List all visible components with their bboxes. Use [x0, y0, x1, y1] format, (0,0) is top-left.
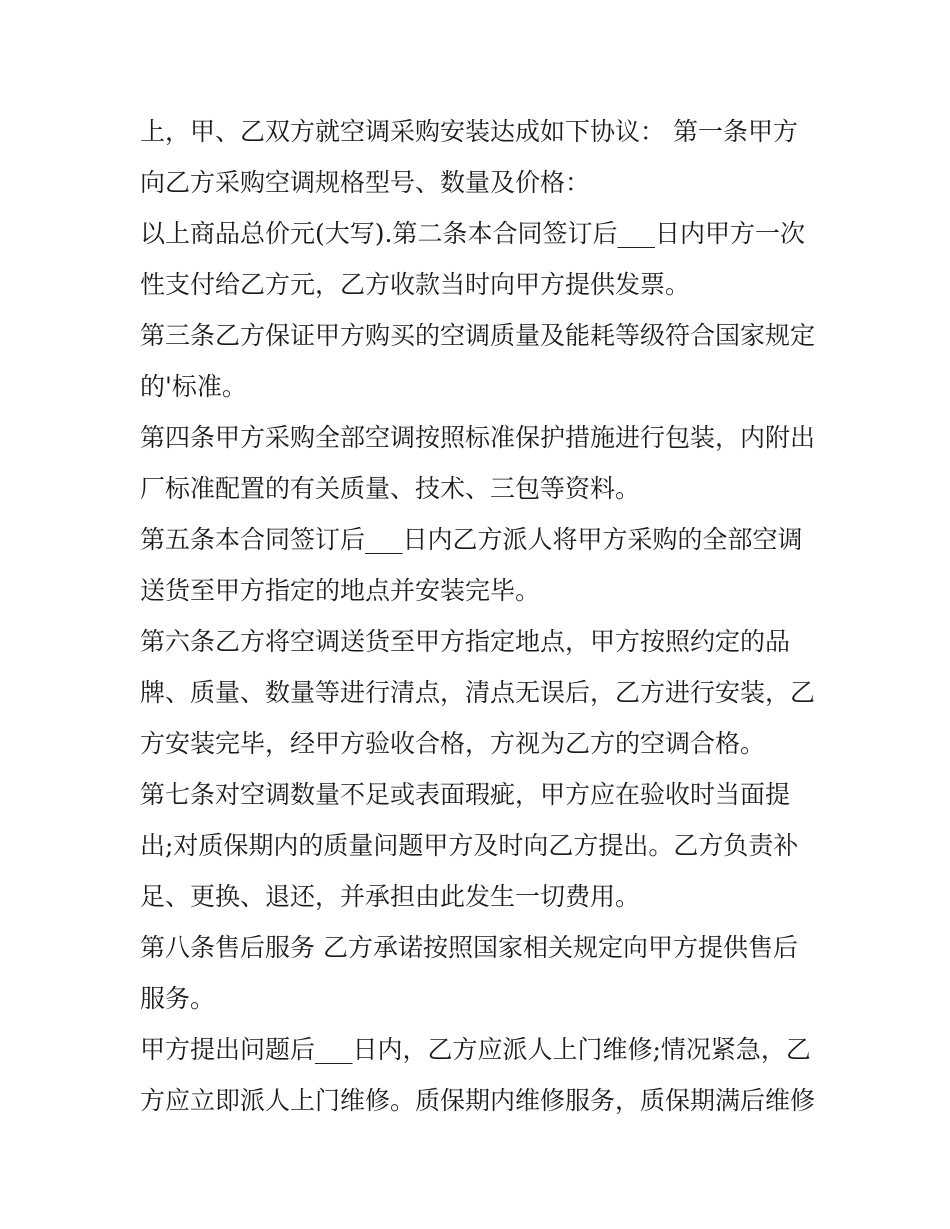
text-line: 第五条本合同签订后___日内乙方派人将甲方采购的全部空调 [140, 525, 803, 554]
text-line: 性支付给乙方元，乙方收款当时向甲方提供发票。 [140, 270, 691, 299]
text-line: 第七条对空调数量不足或表面瑕疵，甲方应在验收时当面提 [140, 780, 791, 809]
text-line: 方应立即派人上门维修。质保期内维修服务，质保期满后维修 [140, 1086, 816, 1115]
text-line: 足、更换、退还，并承担由此发生一切费用。 [140, 882, 641, 911]
text-line: 以上商品总价元(大写).第二条本合同签订后___日内甲方一次 [140, 219, 805, 248]
text-line: 的'标准。 [140, 372, 247, 401]
text-line: 甲方提出问题后___日内，乙方应派人上门维修;情况紧急，乙 [140, 1035, 811, 1064]
text-line: 向乙方采购空调规格型号、数量及价格： [140, 168, 591, 197]
text-line: 方安装完毕，经甲方验收合格，方视为乙方的空调合格。 [140, 729, 766, 758]
text-line: 服务。 [140, 984, 216, 1013]
text-line: 第四条甲方采购全部空调按照标准保护措施进行包装，内附出 [140, 423, 816, 452]
text-line: 出;对质保期内的质量问题甲方及时向乙方提出。乙方负责补 [140, 831, 799, 860]
contract-body-text [140, 106, 820, 1126]
text-line: 第六条乙方将空调送货至甲方指定地点，甲方按照约定的品 [140, 627, 791, 656]
text-line: 厂标准配置的有关质量、技术、三包等资料。 [140, 474, 641, 503]
text-line: 上，甲、乙双方就空调采购安装达成如下协议： 第一条甲方 [140, 117, 798, 146]
text-line: 第八条售后服务 乙方承诺按照国家相关规定向甲方提供售后 [140, 933, 798, 962]
text-line: 送货至甲方指定的地点并安装完毕。 [140, 576, 541, 605]
text-line: 牌、质量、数量等进行清点，清点无误后，乙方进行安装，乙 [140, 678, 816, 707]
text-line: 第三条乙方保证甲方购买的空调质量及能耗等级符合国家规定 [140, 321, 816, 350]
